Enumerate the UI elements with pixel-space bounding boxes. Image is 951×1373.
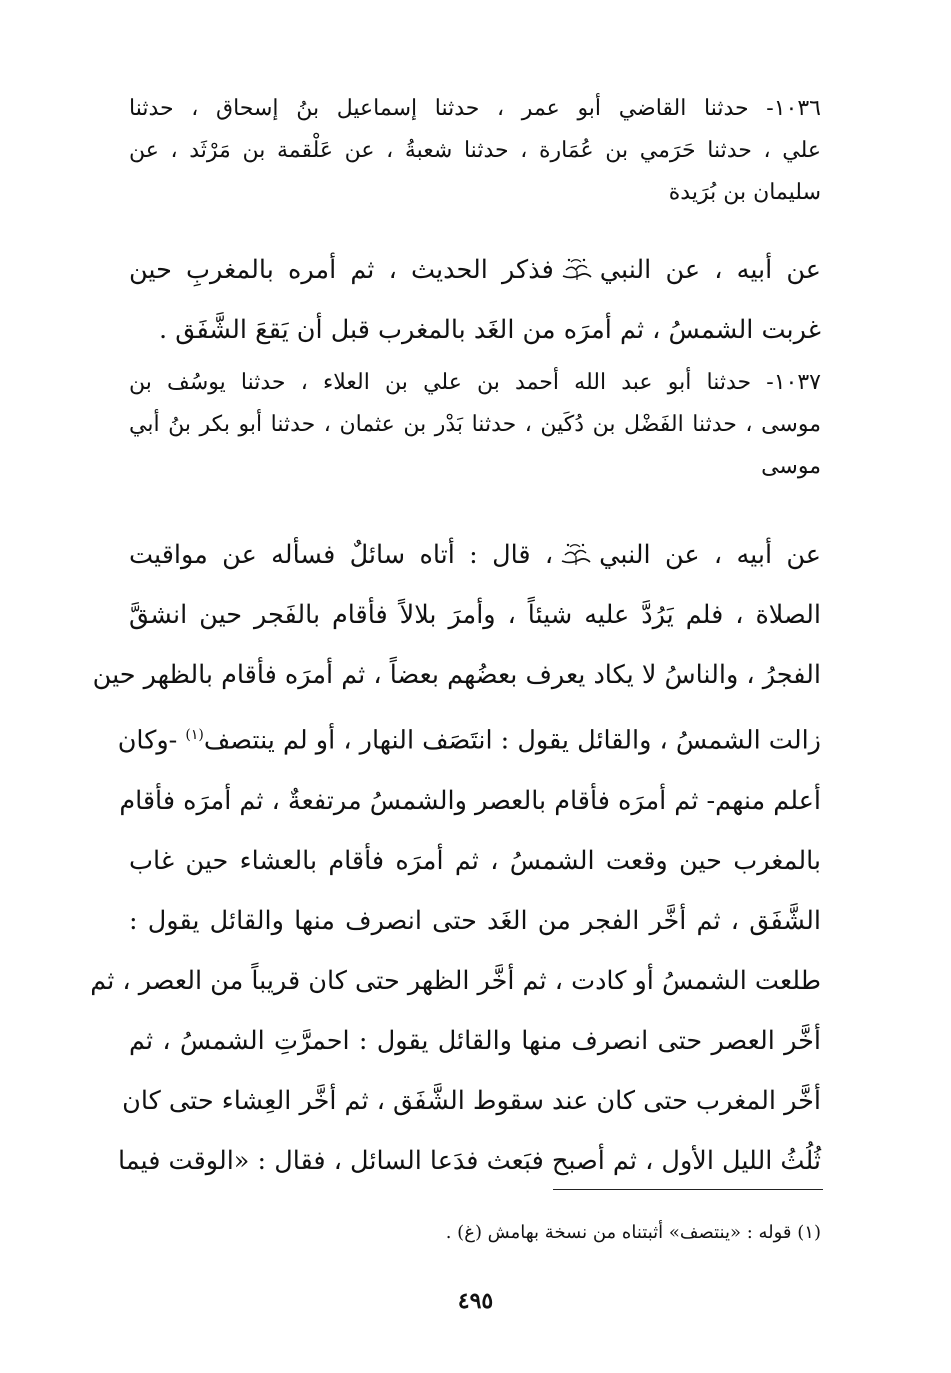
text-line: أعلم منهم- ثم أمرَه فأقام بالعصر والشمسُ مرتفعةٌ ، ثم أمرَه فأقام <box>119 785 821 816</box>
footnote-divider <box>553 1189 823 1190</box>
text-line <box>117 705 821 771</box>
text-segment: عن أبيه ، عن النبي <box>599 540 821 570</box>
text-segment: -وكان <box>117 725 186 756</box>
text-line <box>129 240 821 300</box>
hadith-1036-chain <box>129 88 821 214</box>
text-line: غربت الشمسُ ، ثم أمرَه من الغَد بالمغرب قبل أن يَقعَ الشَّفَق . <box>159 315 821 345</box>
hadith-1036-text <box>129 240 821 360</box>
text-segment: ، قال : أتاه سائلٌ فسأله عن مواقيت <box>129 540 554 570</box>
text-segment: زالت الشمسُ ، والقائل يقول : انتَصَف النهار ، أو لم ينتصف <box>203 725 821 756</box>
hadith-1037-text <box>90 525 821 1191</box>
text-line: بالمغرب حين وقعت الشمسُ ، ثم أمرَه فأقام بالعشاء حين غاب <box>129 845 821 876</box>
text-line: طلعت الشمسُ أو كادت ، ثم أخَّر الظهر حتى كان قريباً من العصر ، ثم <box>90 965 821 996</box>
page-number: ٤٩٥ <box>457 1288 494 1314</box>
footnote-marker[interactable]: (١) <box>185 727 204 743</box>
text-line: سليمان بن بُرَيدة <box>668 180 821 205</box>
text-line <box>129 525 821 585</box>
text-line: ١٠٣٦- حدثنا القاضي أبو عمر ، حدثنا إسماعيل بنُ إسحاق ، حدثنا <box>129 96 821 121</box>
text-line: علي ، حدثنا حَرَمي بن عُمَارة ، حدثنا شعبةُ ، عن عَلْقمة بن مَرْثَد ، عن <box>129 138 821 163</box>
text-line: أخَّر العصر حتى انصرف منها والقائل يقول : احمرَّتِ الشمسُ ، ثم <box>129 1025 821 1056</box>
sallallahu-icon <box>559 541 593 567</box>
text-line: أخَّر المغرب حتى كان عند سقوط الشَّفَق ، ثم أخَّر العِشاء حتى كان <box>122 1085 821 1116</box>
text-line: موسى ، حدثنا الفَضْل بن دُكَين ، حدثنا بَدْر بن عثمان ، حدثنا أبو بكر بنُ أبي <box>129 412 821 437</box>
text-line: ثُلُثُ الليل الأول ، ثم أصبح فبَعث فدَعا السائل ، فقال : «الوقت فيما <box>118 1145 821 1176</box>
text-segment: عن أبيه ، عن النبي <box>599 255 821 285</box>
hadith-1037-chain <box>129 362 821 488</box>
text-segment: فذكر الحديث ، ثم أمره بالمغربِ حين <box>129 255 554 285</box>
footnote: (١) قوله : «ينتصف» أثبتناه من نسخة بهامش (غ) . <box>445 1222 821 1243</box>
text-line: الشَّفَق ، ثم أخَّر الفجر من الغَد حتى انصرف منها والقائل يقول : <box>129 905 821 936</box>
text-line: ١٠٣٧- حدثنا أبو عبد الله أحمد بن علي بن العلاء ، حدثنا يوسُف بن <box>129 370 821 395</box>
text-line: الفجرُ ، والناسُ لا يكاد يعرف بعضُهم بعضاً ، ثم أمرَه فأقام بالظهر حين <box>92 660 821 690</box>
sallallahu-icon <box>560 256 594 282</box>
text-line: موسى <box>761 454 821 479</box>
text-line: الصلاة ، فلم يَرُدَّ عليه شيئاً ، وأمرَ بلالاً فأقام بالفَجر حين انشقَّ <box>129 600 821 630</box>
